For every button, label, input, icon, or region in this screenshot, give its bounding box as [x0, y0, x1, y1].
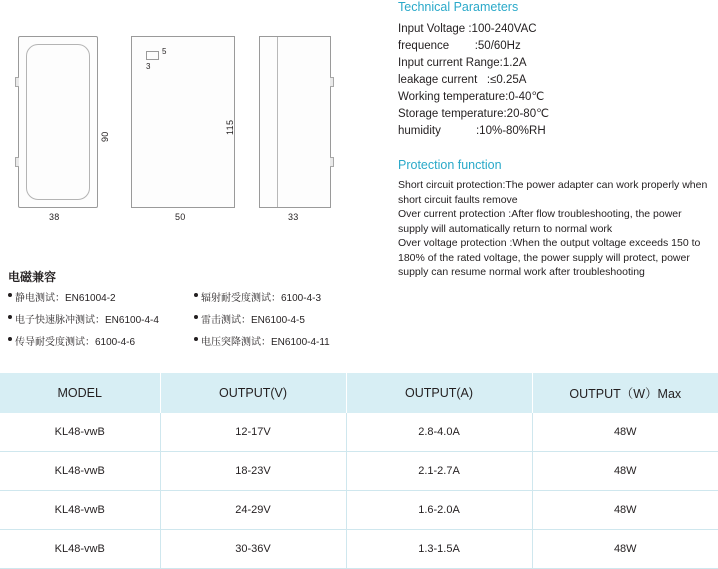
front-view-inner-outline	[26, 44, 90, 200]
parameter-value: 20-80℃	[506, 108, 549, 120]
cell-output-w: 48W	[532, 530, 718, 569]
cell-model: KL48-vwB	[0, 452, 160, 491]
spec-table	[0, 373, 718, 569]
parameter-row	[398, 38, 710, 55]
bullet-icon	[194, 315, 198, 319]
emc-item	[8, 333, 194, 348]
emc-list	[8, 289, 388, 355]
parameter-key: leakage current :	[398, 74, 491, 86]
table-header-row	[0, 373, 718, 413]
cell-output-v: 24-29V	[160, 491, 346, 530]
cell-output-v: 30-36V	[160, 530, 346, 569]
side-view-connector-notch	[330, 77, 334, 87]
front-view-connector-nub	[15, 77, 19, 87]
emc-item-label: 雷击测试：EN6100-4-5	[201, 315, 305, 326]
emc-item-label: 静电测试：EN61004-2	[15, 293, 116, 304]
side-view-seam-line	[277, 37, 278, 207]
front-view-height-dimension: 90	[100, 131, 110, 142]
table-row	[0, 413, 718, 452]
bullet-icon	[194, 293, 198, 297]
side-view-drawing	[259, 36, 331, 208]
parameter-row	[398, 21, 710, 38]
cell-output-a: 2.8-4.0A	[346, 413, 532, 452]
table-header-output-a: OUTPUT(A)	[346, 373, 532, 413]
dimension-drawings	[0, 0, 390, 270]
parameter-row	[398, 89, 710, 106]
top-view-tab-label-5: 5	[162, 47, 167, 56]
emc-row	[8, 289, 388, 304]
parameter-row	[398, 72, 710, 89]
table-header-model: MODEL	[0, 373, 160, 413]
bullet-icon	[8, 315, 12, 319]
protection-function-body	[398, 178, 710, 280]
emc-item	[194, 333, 384, 348]
parameter-key: Input Voltage :	[398, 23, 472, 35]
protection-paragraph: Over voltage protection :When the output voltage exceeds 150 to 180% of the rated voltage, the power supply will protect, power supply can resume normal work after troubleshooting	[398, 237, 701, 278]
cell-model: KL48-vwB	[0, 491, 160, 530]
parameter-value: 0-40℃	[508, 91, 545, 103]
bullet-icon	[8, 337, 12, 341]
protection-paragraph: Short circuit protection:The power adapter can work properly when short circuit faults remove	[398, 179, 708, 206]
parameter-value: 50/60Hz	[477, 40, 521, 52]
top-view-drawing	[131, 36, 235, 208]
emc-item-label: 电子快速脉冲测试：EN6100-4-4	[15, 315, 159, 326]
spec-table-wrapper	[0, 373, 718, 569]
parameter-row	[398, 123, 710, 140]
right-text-column	[398, 0, 710, 280]
top-view-tab-label-3: 3	[146, 62, 151, 71]
cell-output-a: 1.3-1.5A	[346, 530, 532, 569]
emc-item-label: 传导耐受度测试：6100-4-6	[15, 337, 136, 348]
parameter-value: 100-240VAC	[471, 23, 537, 35]
cell-output-a: 1.6-2.0A	[346, 491, 532, 530]
emc-item	[8, 289, 194, 304]
cell-output-a: 2.1-2.7A	[346, 452, 532, 491]
table-header-output-w: OUTPUT（W）Max	[532, 373, 718, 413]
parameter-value: 10%-80%RH	[479, 125, 546, 137]
side-view-width-dimension: 33	[288, 212, 299, 222]
bullet-icon	[8, 293, 12, 297]
emc-item-label: 电压突降测试：EN6100-4-11	[201, 337, 330, 348]
cell-output-w: 48W	[532, 452, 718, 491]
parameter-key: Storage temperature:	[398, 108, 507, 120]
emc-row	[8, 333, 388, 348]
table-row	[0, 530, 718, 569]
parameter-key: Input current Range:	[398, 57, 503, 69]
parameter-row	[398, 106, 710, 123]
table-header-output-v: OUTPUT(V)	[160, 373, 346, 413]
side-view-connector-notch	[330, 157, 334, 167]
emc-item	[194, 311, 384, 326]
parameter-row	[398, 55, 710, 72]
parameter-value: 1.2A	[502, 57, 527, 69]
cell-model: KL48-vwB	[0, 413, 160, 452]
parameter-key: Working temperature:	[398, 91, 509, 103]
parameter-key: frequence :	[398, 40, 478, 52]
cell-output-w: 48W	[532, 491, 718, 530]
emc-item	[8, 311, 194, 326]
parameter-value: ≤0.25A	[490, 74, 527, 86]
parameter-key: humidity :	[398, 125, 480, 137]
top-view-tab-outline	[146, 51, 159, 60]
table-row	[0, 452, 718, 491]
bullet-icon	[194, 337, 198, 341]
front-view-drawing	[18, 36, 98, 208]
front-view-width-dimension: 38	[49, 212, 60, 222]
table-row	[0, 491, 718, 530]
cell-model: KL48-vwB	[0, 530, 160, 569]
emc-item-label: 辐射耐受度测试：6100-4-3	[201, 293, 322, 304]
emc-item	[194, 289, 384, 304]
front-view-connector-nub	[15, 157, 19, 167]
emc-row	[8, 311, 388, 326]
cell-output-v: 12-17V	[160, 413, 346, 452]
technical-parameters-list	[398, 21, 710, 140]
emc-section-title: 电磁兼容	[8, 270, 57, 284]
protection-paragraph: Over current protection :After flow troubleshooting, the power supply will automatically return to normal work	[398, 208, 682, 235]
cell-output-v: 18-23V	[160, 452, 346, 491]
cell-output-w: 48W	[532, 413, 718, 452]
technical-parameters-title: Technical Parameters	[398, 0, 519, 14]
top-view-height-dimension: 115	[225, 119, 235, 135]
top-view-width-dimension: 50	[175, 212, 186, 222]
protection-function-title: Protection function	[398, 158, 502, 172]
